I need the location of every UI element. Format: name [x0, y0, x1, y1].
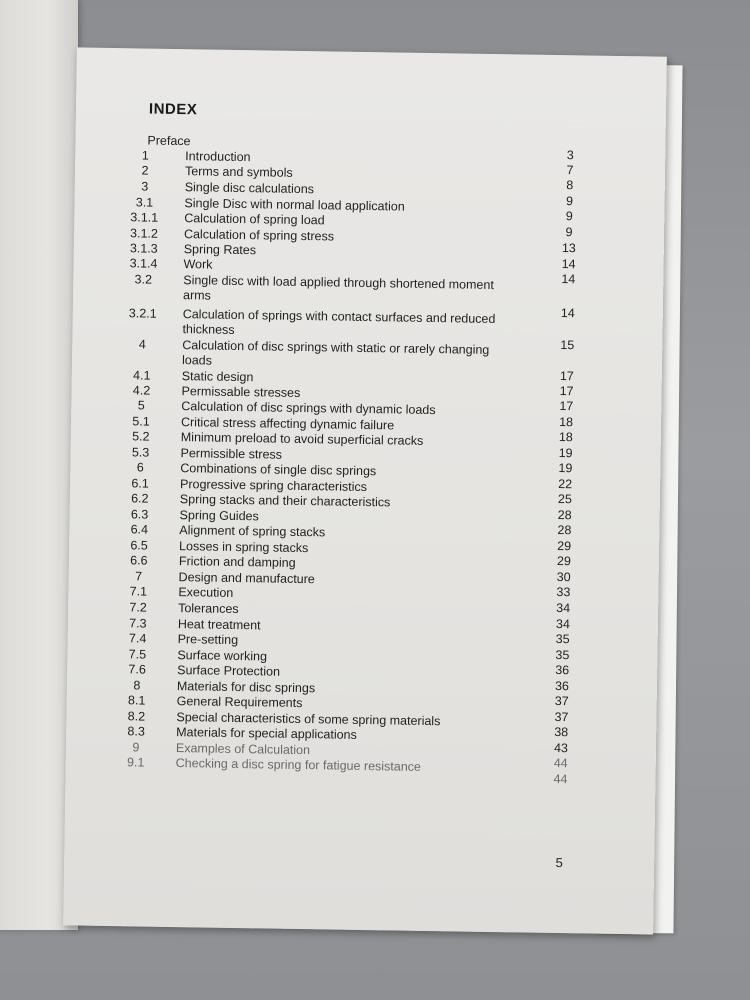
page-number: 17 [559, 399, 574, 414]
page-number: 28 [557, 508, 572, 523]
page-folio: 5 [555, 855, 563, 871]
page-number: 37 [554, 710, 569, 725]
page-number: 37 [554, 694, 569, 709]
toc-entry [115, 148, 535, 165]
section-title: Progressive spring characteristics [179, 477, 368, 495]
section-number: 4 [138, 337, 146, 352]
section-number: 9.1 [126, 755, 145, 770]
page-number: 17 [559, 384, 574, 399]
section-title: Calculation of spring load [184, 211, 325, 228]
section-number: 6.6 [130, 553, 148, 568]
section-number: 8.3 [127, 724, 145, 739]
page-number: 38 [554, 725, 569, 740]
page-number: 9 [565, 194, 574, 209]
section-number: 9 [132, 740, 140, 755]
page-number: 36 [555, 663, 570, 678]
section-number: 6.2 [131, 491, 149, 506]
section-number: 4.2 [132, 383, 151, 398]
section-number: 8 [133, 678, 141, 693]
section-title: Alignment of spring stacks [179, 523, 326, 540]
section-title: Design and manufacture [178, 570, 315, 587]
section-title: Spring Guides [179, 508, 259, 524]
section-number: 3.2.1 [128, 306, 157, 321]
page-number: 36 [554, 679, 570, 694]
page-number: 19 [558, 446, 573, 461]
section-title: Single disc with load applied through shortened moment arms [182, 273, 494, 303]
page-number: 3 [566, 148, 574, 163]
page-number: 9 [565, 209, 573, 224]
page-number: 7 [566, 163, 574, 178]
section-title: Calculation of disc springs with static or rarely changing loads [181, 338, 490, 368]
section-number: 3.1.4 [129, 256, 158, 271]
section-title: Permissible stress [180, 446, 283, 462]
section-number: 8.1 [127, 693, 146, 708]
page-number: 9 [565, 225, 573, 240]
index-page [63, 47, 667, 934]
section-number: 4.1 [132, 368, 151, 383]
page-number: 14 [561, 272, 576, 287]
section-number: 3 [141, 179, 149, 194]
section-title: Combinations of single disc springs [180, 461, 377, 479]
section-number: 5 [137, 398, 145, 413]
section-title: Surface working [177, 648, 268, 664]
section-number: 3.1.3 [129, 241, 158, 256]
section-number: 7.2 [129, 600, 147, 615]
page-number: 18 [558, 430, 573, 445]
section-title: Execution [178, 585, 234, 600]
section-number: 7.6 [128, 662, 146, 677]
section-title: Special characteristics of some spring materials [176, 710, 441, 729]
section-title: Terms and symbols [184, 164, 293, 180]
page-title: INDEX [148, 100, 198, 119]
section-number: 7.3 [129, 616, 147, 631]
section-number: 7.1 [129, 584, 148, 599]
page-number: 13 [561, 241, 576, 256]
section-title: Spring stacks and their characteristics [179, 492, 391, 510]
page-number: 15 [560, 338, 575, 353]
section-number: 2 [141, 163, 149, 178]
section-number: 3.1.2 [130, 226, 159, 241]
section-number: 5.1 [132, 414, 150, 429]
section-title: Tolerances [178, 601, 239, 617]
section-title: Static design [181, 369, 254, 385]
section-title: Introduction [185, 149, 251, 165]
section-title: Examples of Calculation [175, 741, 311, 758]
preface-entry: Preface [147, 133, 191, 149]
page-number: 28 [557, 523, 572, 538]
page-number: 43 [553, 741, 569, 756]
section-number: 3.1.1 [130, 210, 159, 225]
table-of-contents [63, 47, 667, 934]
section-title: Losses in spring stacks [179, 539, 309, 556]
section-number: 7.5 [128, 647, 147, 662]
page-number: 17 [559, 369, 574, 384]
section-title: Materials for disc springs [176, 679, 316, 696]
section-title: Calculation of spring stress [183, 227, 335, 244]
section-number: 3.2 [134, 272, 153, 287]
section-title: Heat treatment [177, 617, 261, 633]
section-number: 6.3 [130, 507, 149, 522]
page-number: 34 [556, 601, 571, 616]
page-number: 35 [555, 632, 570, 647]
page-number: 35 [555, 648, 570, 663]
page-number: 25 [557, 492, 572, 507]
page-number: 14 [561, 257, 576, 272]
page-number: 19 [558, 461, 573, 476]
page-number: 14 [560, 306, 575, 321]
section-number: 3.1 [135, 195, 154, 210]
section-number: 6 [136, 460, 144, 475]
section-title: Calculation of springs with contact surfaces and reduced thickness [182, 307, 496, 337]
page-number: 44 [553, 771, 568, 787]
section-number: 6.1 [131, 476, 149, 491]
page-number: 18 [559, 415, 574, 430]
section-title: Calculation of disc springs with dynamic loads [181, 399, 436, 418]
page-number: 33 [556, 585, 571, 600]
section-title: Permissable stresses [181, 384, 301, 400]
page-number: 44 [553, 755, 568, 771]
page-number: 29 [557, 539, 572, 554]
section-title: Surface Protection [177, 663, 281, 679]
section-title: Friction and damping [178, 554, 296, 570]
section-title: Single disc calculations [184, 180, 315, 197]
section-title: Work [183, 257, 213, 272]
section-title: Minimum preload to avoid superficial cracks [180, 430, 424, 448]
section-number: 6.4 [130, 522, 149, 537]
page-number: 22 [558, 477, 573, 492]
section-number: 5.3 [131, 445, 150, 460]
section-title: Single Disc with normal load application [184, 196, 405, 214]
section-title: General Requirements [176, 694, 303, 711]
section-title: Critical stress affecting dynamic failure [180, 415, 395, 433]
page-number: 34 [555, 617, 570, 632]
section-title: Checking a disc spring for fatigue resistance [175, 756, 422, 774]
page-number: 8 [566, 178, 574, 193]
section-title: Spring Rates [183, 242, 257, 258]
section-title: Materials for special applications [176, 725, 357, 742]
section-number: 7.4 [128, 631, 147, 646]
section-title: Pre-setting [177, 632, 239, 648]
section-number: 8.2 [127, 709, 146, 724]
page-number: 29 [556, 554, 571, 569]
section-number: 6.5 [130, 538, 148, 553]
section-number: 1 [141, 148, 149, 163]
section-number: 7 [135, 569, 143, 584]
page-number: 30 [556, 570, 571, 585]
section-number: 5.2 [132, 429, 150, 444]
